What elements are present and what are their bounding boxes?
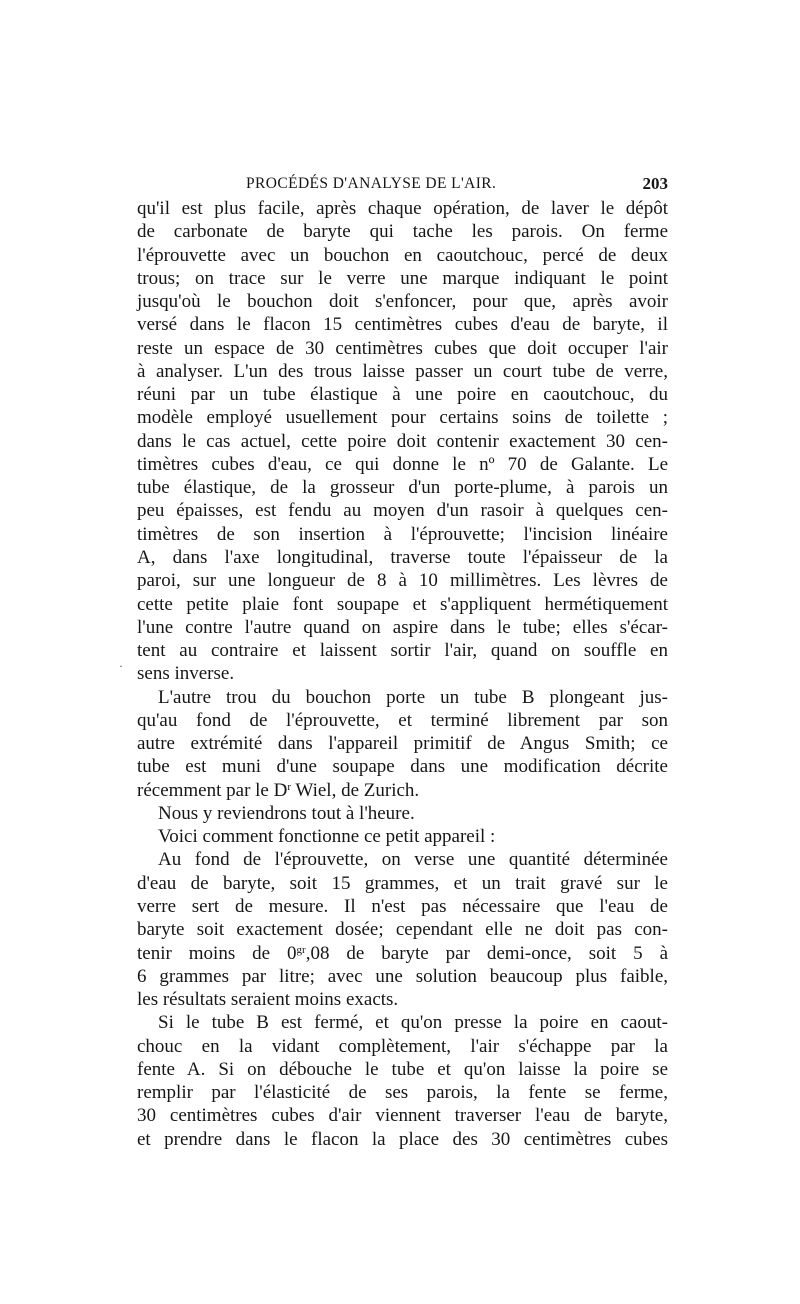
text-line: Voici comment fonctionne ce petit appareil : [158,826,496,848]
text-line: paroi, sur une longueur de 8 à 10 millimètres. Les lèvres de [137,570,668,592]
text-line: reste un espace de 30 centimètres cubes que doit occuper l'air [137,337,668,359]
text-line: trous; on trace sur le verre une marque indiquant le point [137,267,668,289]
paragraph-5 [137,848,668,1011]
text-line: peu épaisses, est fendu au moyen d'un rasoir à quelques cen- [137,500,668,522]
text-line [137,779,668,802]
text-line: chouc en la vidant complètement, l'air s'échappe par la [137,1035,668,1057]
text-line: fente A. Si on débouche le tube et qu'on laisse la poire se [137,1058,668,1080]
text-line: Nous y reviendrons tout à l'heure. [158,802,415,824]
text-line [137,942,668,965]
text-line: modèle employé usuellement pour certains soins de toilette ; [137,407,668,429]
paragraph-2 [137,686,668,802]
superscript: gr [296,943,306,956]
text-line: à analyser. L'un des trous laisse passer un court tube de verre, [137,360,668,382]
text-line: 30 centimètres cubes d'air viennent traverser l'eau de baryte, [137,1105,668,1127]
text-line: sens inverse. [137,663,235,685]
text-line: timètres de son insertion à l'éprouvette; l'incision linéaire [137,523,668,545]
text-segment: récemment par le D [137,779,288,801]
paragraph-6 [137,1011,668,1151]
text-line: timètres cubes d'eau, ce qui donne le nº 70 de Galante. Le [137,453,668,475]
paragraph-1 [137,197,668,686]
text-line: Au fond de l'éprouvette, on verse une quantité déterminée [158,849,668,871]
text-line: tube est muni d'une soupape dans une modification décrite [137,756,668,778]
text-line: Si le tube B est fermé, et qu'on presse la poire en caout- [158,1012,668,1034]
superscript: r [287,780,292,793]
text-line: baryte soit exactement dosée; cependant elle ne doit pas con- [137,919,668,941]
text-line: remplir par l'élasticité de ses parois, la fente se ferme, [137,1082,668,1104]
text-segment: Wiel, de Zurich. [291,779,420,801]
text-line: les résultats seraient moins exacts. [137,989,399,1011]
margin-mark: · [119,659,123,673]
paragraph-3 [137,802,668,825]
text-line: tent au contraire et laissent sortir l'air, quand on souffle en [137,640,668,662]
text-line: de carbonate de baryte qui tache les parois. On ferme [137,221,668,243]
text-line: et prendre dans le flacon la place des 30 centimètres cubes [137,1128,668,1150]
text-line: dans le cas actuel, cette poire doit contenir exactement 30 cen- [137,430,668,452]
text-line: l'éprouvette avec un bouchon en caoutchouc, percé de deux [137,244,668,266]
text-line: autre extrémité dans l'appareil primitif de Angus Smith; ce [137,733,668,755]
body-text [137,197,668,1151]
text-line: jusqu'où le bouchon doit s'enfoncer, pour que, après avoir [137,291,668,313]
text-line: cette petite plaie font soupape et s'appliquent hermétiquement [137,593,668,615]
text-line: L'autre trou du bouchon porte un tube B plongeant jus- [158,686,668,708]
text-line: l'une contre l'autre quand on aspire dans le tube; elles s'écar- [137,616,668,638]
text-segment: tenir moins de 0 [137,942,297,964]
page-number: 203 [642,174,668,193]
text-line: réuni par un tube élastique à une poire en caoutchouc, du [137,384,668,406]
text-line: qu'il est plus facile, après chaque opération, de laver le dépôt [137,198,668,219]
running-title: PROCÉDÉS D'ANALYSE DE L'AIR. [246,175,497,192]
text-segment: ,08 de baryte par demi-once, soit 5 à [305,942,669,964]
text-line: tube élastique, de la grosseur d'un porte-plume, à parois un [137,477,668,499]
paragraph-4 [137,825,668,848]
text-line: versé dans le flacon 15 centimètres cubes d'eau de baryte, il [137,314,668,336]
text-line: A, dans l'axe longitudinal, traverse toute l'épaisseur de la [137,546,668,568]
running-head [137,171,668,197]
text-line: 6 grammes par litre; avec une solution beaucoup plus faible, [137,965,668,987]
text-line: d'eau de baryte, soit 15 grammes, et un trait gravé sur le [137,872,668,894]
text-line: verre sert de mesure. Il n'est pas nécessaire que l'eau de [137,895,668,917]
text-line: qu'au fond de l'éprouvette, et terminé librement par son [137,709,668,731]
